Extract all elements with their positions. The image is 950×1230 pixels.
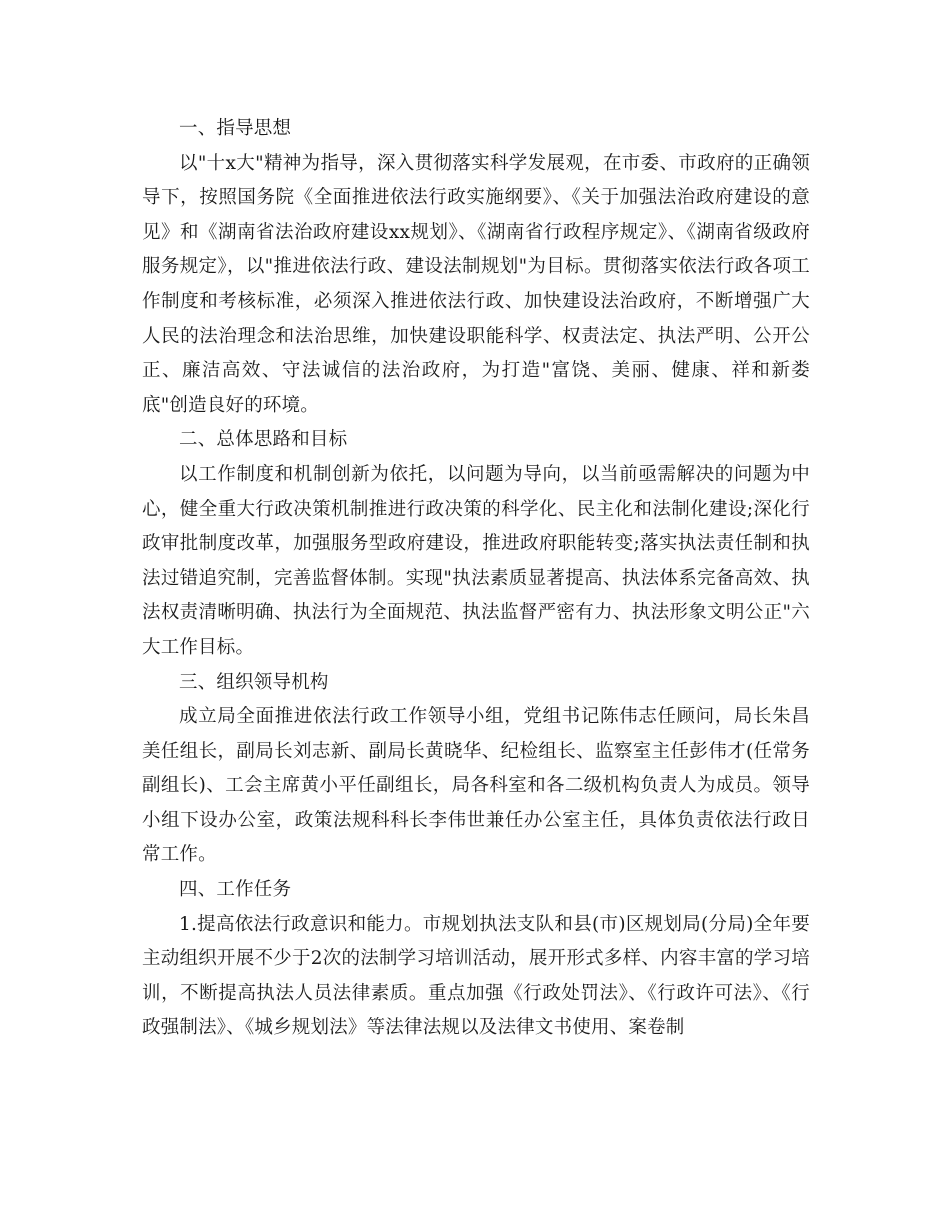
section-paragraph: 以工作制度和机制创新为依托，以问题为导向，以当前亟需解决的问题为中心，健全重大行政决策机制推进行政决策的科学化、民主化和法制化建设;深化行政审批制度改革，加强服务型政府建设，推进政府职能转变;落实执法责任制和执法过错追究制，完善监督体制。实现"执法素质显著提高、执法体系完备高效、执法权责清晰明确、执法行为全面规范、执法监督严密有力、执法形象文明公正"六大工作目标。: [142, 463, 810, 658]
section-heading: 三、组织领导机构: [179, 671, 329, 693]
section-paragraph: 以"十x大"精神为指导，深入贯彻落实科学发展观，在市委、市政府的正确领导下，按照国务院《全面推进依法行政实施纲要》、《关于加强法治政府建设的意见》和《湖南省法治政府建设xx规划》、《湖南省行政程序规定》、《湖南省级政府服务规定》，以"推进依法行政、建设法制规划"为目标。贯彻落实依法行政各项工作制度和考核标准，必须深入推进依法行政、加快建设法治政府，不断增强广大人民的法治理念和法治思维，加快建设职能科学、权责法定、执法严明、公开公正、廉洁高效、守法诚信的法治政府，为打造"富饶、美丽、健康、祥和新娄底"创造良好的环境。: [142, 152, 810, 416]
section-tasks: [142, 873, 810, 1046]
section-leadership: [142, 666, 810, 874]
section-paragraph: 成立局全面推进依法行政工作领导小组，党组书记陈伟志任顾问，局长朱昌美任组长，副局长刘志新、副局长黄晓华、纪检组长、监察室主任彭伟才(任常务副组长)、工会主席黄小平任副组长，局各科室和各二级机构负责人为成员。领导小组下设办公室，政策法规科科长李伟世兼任办公室主任，具体负责依法行政日常工作。: [142, 706, 810, 866]
section-heading: 二、总体思路和目标: [179, 429, 348, 451]
section-overall-approach: [142, 423, 810, 665]
section-heading: 四、工作任务: [179, 879, 292, 901]
document-body: [142, 112, 810, 1046]
section-paragraph: 1.提高依法行政意识和能力。市规划执法支队和县(市)区规划局(分局)全年要主动组织开展不少于2次的法制学习培训活动，展开形式多样、内容丰富的学习培训，不断提高执法人员法律素质。重点加强《行政处罚法》、《行政许可法》、《行政强制法》、《城乡规划法》等法律法规以及法律文书使用、案卷制: [142, 913, 810, 1039]
section-heading: 一、指导思想: [179, 118, 292, 139]
section-guiding-ideology: [142, 112, 810, 423]
